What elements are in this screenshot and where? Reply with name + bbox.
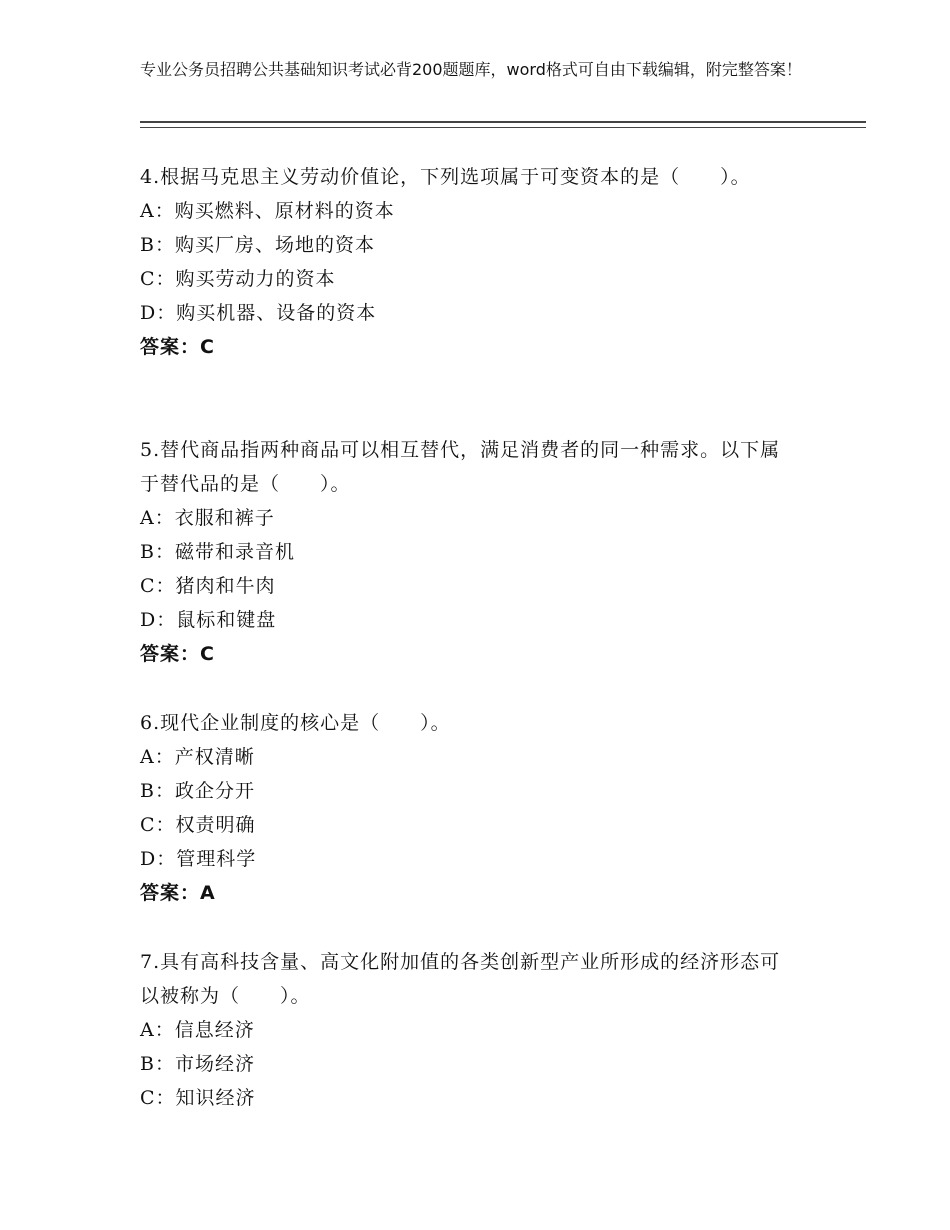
question-5 bbox=[140, 433, 800, 671]
option-c: C：知识经济 bbox=[140, 1087, 256, 1109]
question-stem: 7.具有高科技含量、高文化附加值的各类创新型产业所形成的经济形态可以被称为（ ）。 bbox=[140, 951, 781, 1007]
option-b: B：磁带和录音机 bbox=[140, 541, 295, 563]
option-d: D：管理科学 bbox=[140, 848, 257, 870]
option-d: D：鼠标和键盘 bbox=[140, 609, 277, 631]
question-stem: 6.现代企业制度的核心是（ ）。 bbox=[140, 712, 451, 734]
option-c: C：权责明确 bbox=[140, 814, 256, 836]
document-header: 专业公务员招聘公共基础知识考试必背200题题库，word格式可自由下载编辑，附完整答案！ bbox=[140, 60, 802, 79]
question-7 bbox=[140, 945, 800, 1115]
question-4 bbox=[140, 160, 800, 364]
option-c: C：猪肉和牛肉 bbox=[140, 575, 276, 597]
option-c: C：购买劳动力的资本 bbox=[140, 268, 336, 290]
question-stem: 5.替代商品指两种商品可以相互替代，满足消费者的同一种需求。以下属于替代品的是（ ）。 bbox=[140, 439, 781, 495]
header-divider bbox=[140, 121, 866, 128]
question-6 bbox=[140, 706, 800, 910]
option-b: B：购买厂房、场地的资本 bbox=[140, 234, 375, 256]
question-stem: 4.根据马克思主义劳动价值论，下列选项属于可变资本的是（ ）。 bbox=[140, 166, 751, 188]
option-a: A：衣服和裤子 bbox=[140, 507, 275, 529]
answer-label: 答案：C bbox=[140, 336, 215, 358]
option-a: A：产权清晰 bbox=[140, 746, 255, 768]
option-d: D：购买机器、设备的资本 bbox=[140, 302, 377, 324]
answer-label: 答案：A bbox=[140, 882, 216, 904]
option-b: B：市场经济 bbox=[140, 1053, 255, 1075]
option-a: A：信息经济 bbox=[140, 1019, 255, 1041]
answer-label: 答案：C bbox=[140, 643, 215, 665]
option-a: A：购买燃料、原材料的资本 bbox=[140, 200, 395, 222]
option-b: B：政企分开 bbox=[140, 780, 255, 802]
